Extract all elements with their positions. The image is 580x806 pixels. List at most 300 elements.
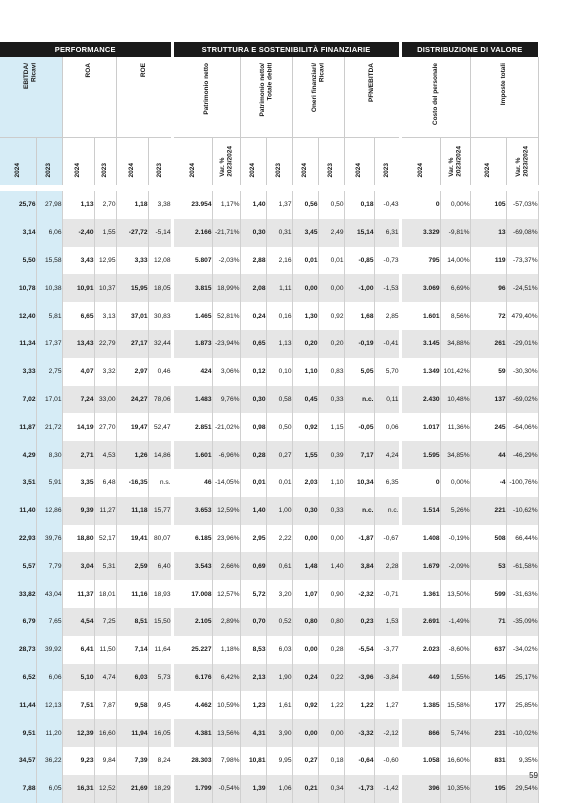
table-cell: 3,90 — [266, 719, 292, 747]
table-cell: 2,70 — [94, 191, 116, 219]
table-cell: 221 — [470, 497, 506, 525]
year-header-y2024: 2024 — [62, 137, 94, 185]
table-cell: -3,84 — [374, 664, 400, 692]
table-row — [0, 191, 538, 219]
table-cell: -0,73 — [374, 247, 400, 275]
table-cell: 5,91 — [36, 469, 62, 497]
table-cell: 46 — [172, 469, 212, 497]
table-cell: -2,09% — [440, 552, 470, 580]
table-cell: -5,14 — [148, 219, 172, 247]
table-cell: 2,88 — [240, 247, 266, 275]
table-cell: 23,96% — [212, 525, 240, 553]
table-cell: 5,10 — [62, 664, 94, 692]
table-cell: 18,29 — [148, 775, 172, 803]
table-cell: 1.361 — [400, 580, 440, 608]
table-cell: 6,79 — [0, 608, 36, 636]
table-cell: 0,24 — [240, 302, 266, 330]
table-cell: 8,56% — [440, 302, 470, 330]
table-cell: 0,10 — [266, 358, 292, 386]
table-cell: 3.329 — [400, 219, 440, 247]
table-cell: -21,02% — [212, 413, 240, 441]
table-cell: 25,85% — [506, 691, 538, 719]
table-cell: -69,02% — [506, 386, 538, 414]
table-cell: 0,98 — [240, 413, 266, 441]
table-cell: 15,77 — [148, 497, 172, 525]
table-cell: 5,70 — [374, 358, 400, 386]
table-cell: 5.807 — [172, 247, 212, 275]
table-cell: 2.691 — [400, 608, 440, 636]
table-cell: 1,13 — [266, 330, 292, 358]
table-cell: 1.595 — [400, 441, 440, 469]
table-cell: 7,39 — [116, 747, 148, 775]
metric-patrimonio-netto: Patrimonio netto — [172, 57, 240, 137]
table-cell: 7,51 — [62, 691, 94, 719]
table-row — [0, 358, 538, 386]
table-cell: 10,37 — [94, 274, 116, 302]
metric-pn-debiti: Patrimonio netto/ Totale debiti — [240, 57, 292, 137]
table-cell: 1,00 — [266, 497, 292, 525]
table-cell: 1,26 — [116, 441, 148, 469]
table-cell: 10,59% — [212, 691, 240, 719]
table-cell: 16,60% — [440, 747, 470, 775]
table-cell: 0,33 — [318, 497, 344, 525]
table-cell: 0,65 — [240, 330, 266, 358]
table-cell: 2,28 — [374, 552, 400, 580]
table-row — [0, 775, 538, 803]
table-cell: 4,31 — [240, 719, 266, 747]
table-cell: 0,22 — [318, 664, 344, 692]
table-cell: 0,46 — [148, 358, 172, 386]
table-cell: 10,38 — [36, 274, 62, 302]
table-cell: 22,93 — [0, 525, 36, 553]
table-cell: -24,51% — [506, 274, 538, 302]
table-cell: -2,12 — [374, 719, 400, 747]
table-cell: 8,30 — [36, 441, 62, 469]
table-cell: 6,65 — [62, 302, 94, 330]
table-cell: 28,73 — [0, 636, 36, 664]
table-row — [0, 302, 538, 330]
table-cell: 71 — [470, 608, 506, 636]
table-cell: 37,01 — [116, 302, 148, 330]
table-cell: 7,24 — [62, 386, 94, 414]
table-cell: 0,01 — [266, 469, 292, 497]
table-cell: 0,30 — [240, 386, 266, 414]
table-cell: 0,80 — [318, 608, 344, 636]
table-cell: -0,64 — [344, 747, 374, 775]
table-cell: 8,51 — [116, 608, 148, 636]
table-cell: 6,52 — [0, 664, 36, 692]
table-cell: 6,35 — [374, 469, 400, 497]
table-cell: 3,06% — [212, 358, 240, 386]
table-cell: 0,31 — [266, 219, 292, 247]
table-cell: 7,98% — [212, 747, 240, 775]
table-cell: 6,05 — [36, 775, 62, 803]
year-header-y2023: 2023 — [374, 137, 400, 185]
table-row — [0, 330, 538, 358]
table-cell: 11,94 — [116, 719, 148, 747]
table-cell: 4,29 — [0, 441, 36, 469]
table-cell: -8,60% — [440, 636, 470, 664]
table-cell: 18,01 — [94, 580, 116, 608]
table-cell: 3,51 — [0, 469, 36, 497]
table-cell: 7,88 — [0, 775, 36, 803]
table-row — [0, 747, 538, 775]
table-cell: 9,23 — [62, 747, 94, 775]
year-header-var: Var. % 2023/2024 — [440, 137, 470, 185]
table-cell: 396 — [400, 775, 440, 803]
table-cell: 52,81% — [212, 302, 240, 330]
metric-imposte-totali: Imposte totali — [470, 57, 538, 137]
table-cell: -9,81% — [440, 219, 470, 247]
table-cell: 1,15 — [318, 413, 344, 441]
table-cell: 4,07 — [62, 358, 94, 386]
table-cell: 0,83 — [318, 358, 344, 386]
table-cell: 16,31 — [62, 775, 94, 803]
table-cell: 8,24 — [148, 747, 172, 775]
year-header-var: Var. % 2023/2024 — [506, 137, 538, 185]
table-cell: 1,37 — [266, 191, 292, 219]
table-row — [0, 580, 538, 608]
table-cell: -0,19% — [440, 525, 470, 553]
page-number: 59 — [529, 771, 538, 780]
table-cell: 0,01 — [240, 469, 266, 497]
table-cell: 0,23 — [344, 608, 374, 636]
table-cell: 9,35% — [506, 747, 538, 775]
table-cell: 2.430 — [400, 386, 440, 414]
table-cell: 866 — [400, 719, 440, 747]
table-cell: 1.601 — [400, 302, 440, 330]
table-cell: 11,34 — [0, 330, 36, 358]
table-cell: 34,57 — [0, 747, 36, 775]
table-cell: 96 — [470, 274, 506, 302]
table-cell: 1,23 — [240, 691, 266, 719]
metric-costo-personale: Costo del personale — [400, 57, 470, 137]
table-cell: -1,00 — [344, 274, 374, 302]
table-cell: 2,89% — [212, 608, 240, 636]
table-cell: 1,40 — [240, 191, 266, 219]
table-cell: 72 — [470, 302, 506, 330]
table-cell: 15,58% — [440, 691, 470, 719]
table-cell: 10,91 — [62, 274, 94, 302]
table-cell: 10,81 — [240, 747, 266, 775]
table-cell: 4.462 — [172, 691, 212, 719]
table-cell: 5,72 — [240, 580, 266, 608]
table-cell: 0,28 — [240, 441, 266, 469]
table-cell: 3.069 — [400, 274, 440, 302]
table-cell: 4,54 — [62, 608, 94, 636]
table-cell: 14,86 — [148, 441, 172, 469]
table-cell: 12,95 — [94, 247, 116, 275]
table-cell: 7,79 — [36, 552, 62, 580]
table-cell: 0,20 — [292, 330, 318, 358]
table-cell: -23,94% — [212, 330, 240, 358]
year-header-y2024: 2024 — [172, 137, 212, 185]
table-cell: 39,76 — [36, 525, 62, 553]
table-cell: n.c. — [344, 386, 374, 414]
table-cell: 12,86 — [36, 497, 62, 525]
year-header-y2024: 2024 — [470, 137, 506, 185]
table-cell: 599 — [470, 580, 506, 608]
table-row — [0, 219, 538, 247]
metric-roe: ROE — [116, 57, 172, 137]
table-cell: 13,43 — [62, 330, 94, 358]
table-cell: 5,31 — [94, 552, 116, 580]
table-cell: 0,92 — [292, 413, 318, 441]
table-cell: 3.815 — [172, 274, 212, 302]
table-cell: 0,69 — [240, 552, 266, 580]
table-cell: 0,00 — [292, 636, 318, 664]
year-header-y2023: 2023 — [148, 137, 172, 185]
table-cell: 13,50% — [440, 580, 470, 608]
table-cell: 18,93 — [148, 580, 172, 608]
table-cell: 1,40 — [240, 497, 266, 525]
table-cell: -16,35 — [116, 469, 148, 497]
table-cell: 25,76 — [0, 191, 36, 219]
table-cell: -0,67 — [374, 525, 400, 553]
table-cell: 0,24 — [292, 664, 318, 692]
table-cell: 479,40% — [506, 302, 538, 330]
table-cell: 5,05 — [344, 358, 374, 386]
table-cell: 12,13 — [36, 691, 62, 719]
table-cell: 0,50 — [318, 191, 344, 219]
table-cell: 0,06 — [374, 413, 400, 441]
table-cell: -46,29% — [506, 441, 538, 469]
table-cell: 1.873 — [172, 330, 212, 358]
table-cell: 0,01 — [318, 247, 344, 275]
table-cell: 0,18 — [344, 191, 374, 219]
table-cell: 9,95 — [266, 747, 292, 775]
table-cell: 795 — [400, 247, 440, 275]
table-body — [0, 185, 538, 803]
metric-pfn-ebitda: PFN/EBITDA — [344, 57, 400, 137]
table-cell: 0,12 — [240, 358, 266, 386]
table-cell: 7,17 — [344, 441, 374, 469]
table-cell: 9,84 — [94, 747, 116, 775]
table-cell: 1,61 — [266, 691, 292, 719]
year-header-row — [0, 137, 538, 185]
table-cell: 1.465 — [172, 302, 212, 330]
table-cell: 27,70 — [94, 413, 116, 441]
table-cell: -0,71 — [374, 580, 400, 608]
table-cell: 261 — [470, 330, 506, 358]
table-cell: 10,34 — [344, 469, 374, 497]
table-cell: 0,56 — [292, 191, 318, 219]
table-cell: 34,88% — [440, 330, 470, 358]
table-cell: 1,55% — [440, 664, 470, 692]
year-header-y2023: 2023 — [266, 137, 292, 185]
table-cell: 5,73 — [148, 664, 172, 692]
table-cell: 1,10 — [292, 358, 318, 386]
table-cell: 25.227 — [172, 636, 212, 664]
year-header-y2024: 2024 — [240, 137, 266, 185]
table-cell: 11,18 — [116, 497, 148, 525]
table-cell: 3,35 — [62, 469, 94, 497]
table-cell: 3,33 — [0, 358, 36, 386]
table-cell: -2,32 — [344, 580, 374, 608]
financial-table — [0, 42, 539, 803]
table-cell: 0,90 — [318, 580, 344, 608]
table-cell: -1,42 — [374, 775, 400, 803]
table-cell: 1,13 — [62, 191, 94, 219]
table-cell: 10,78 — [0, 274, 36, 302]
table-cell: -4 — [470, 469, 506, 497]
table-cell: 16,60 — [94, 719, 116, 747]
table-cell: 1,68 — [344, 302, 374, 330]
table-cell: 831 — [470, 747, 506, 775]
table-cell: 10,48% — [440, 386, 470, 414]
table-cell: 6,31 — [374, 219, 400, 247]
table-cell: 78,06 — [148, 386, 172, 414]
table-cell: 3,04 — [62, 552, 94, 580]
table-cell: 80,07 — [148, 525, 172, 553]
table-cell: 34,85% — [440, 441, 470, 469]
table-cell: 5,74% — [440, 719, 470, 747]
table-cell: 27,17 — [116, 330, 148, 358]
table-cell: 66,44% — [506, 525, 538, 553]
table-cell: 424 — [172, 358, 212, 386]
table-cell: -29,01% — [506, 330, 538, 358]
table-cell: 1.349 — [400, 358, 440, 386]
table-cell: 1,27 — [374, 691, 400, 719]
table-cell: 8,53 — [240, 636, 266, 664]
table-cell: 101,42% — [440, 358, 470, 386]
table-cell: -5,54 — [344, 636, 374, 664]
table-cell: -21,71% — [212, 219, 240, 247]
table-cell: 0,50 — [266, 413, 292, 441]
table-cell: -1,87 — [344, 525, 374, 553]
table-row — [0, 247, 538, 275]
table-cell: 5,57 — [0, 552, 36, 580]
table-cell: 1.408 — [400, 525, 440, 553]
table-cell: 2,95 — [240, 525, 266, 553]
table-cell: 3,33 — [116, 247, 148, 275]
table-cell: 137 — [470, 386, 506, 414]
table-cell: 145 — [470, 664, 506, 692]
table-cell: n.c. — [374, 497, 400, 525]
metric-oneri-ricavi: Oneri finanziari/ Ricavi — [292, 57, 344, 137]
table-cell: 11,50 — [94, 636, 116, 664]
table-row — [0, 413, 538, 441]
table-cell: 1,90 — [266, 664, 292, 692]
table-cell: 0,80 — [292, 608, 318, 636]
table-cell: 3,38 — [148, 191, 172, 219]
table-row — [0, 441, 538, 469]
table-cell: 22,79 — [94, 330, 116, 358]
table-cell: 7,02 — [0, 386, 36, 414]
table-row — [0, 691, 538, 719]
table-cell: 0,00 — [292, 525, 318, 553]
table-cell: 2,16 — [266, 247, 292, 275]
table-cell: 0,27 — [292, 747, 318, 775]
table-cell: 0,00% — [440, 469, 470, 497]
table-cell: 5,81 — [36, 302, 62, 330]
table-cell: 1,06 — [266, 775, 292, 803]
year-header-y2024: 2024 — [292, 137, 318, 185]
table-cell: 11,40 — [0, 497, 36, 525]
table-cell: 0,70 — [240, 608, 266, 636]
table-cell: 3,32 — [94, 358, 116, 386]
table-cell: 9,51 — [0, 719, 36, 747]
table-cell: 14,00% — [440, 247, 470, 275]
table-cell: 6,03 — [266, 636, 292, 664]
table-cell: 2,85 — [374, 302, 400, 330]
table-cell: 18,99% — [212, 274, 240, 302]
table-cell: 177 — [470, 691, 506, 719]
table-cell: -2,03% — [212, 247, 240, 275]
table-cell: 27,98 — [36, 191, 62, 219]
table-row — [0, 497, 538, 525]
table-cell: 2.105 — [172, 608, 212, 636]
table-cell: 2,22 — [266, 525, 292, 553]
section-performance: PERFORMANCE — [0, 42, 172, 57]
table-cell: 3.653 — [172, 497, 212, 525]
table-cell: -3,96 — [344, 664, 374, 692]
table-cell: 11,27 — [94, 497, 116, 525]
table-cell: 0,00 — [318, 719, 344, 747]
section-struttura: STRUTTURA E SOSTENIBILITÀ FINANZIARIE — [172, 42, 400, 57]
table-cell: 3,20 — [266, 580, 292, 608]
table-cell: 1,10 — [318, 469, 344, 497]
table-cell: 59 — [470, 358, 506, 386]
section-distribuzione: DISTRIBUZIONE DI VALORE — [400, 42, 538, 57]
table-cell: 9,76% — [212, 386, 240, 414]
table-cell: 0,11 — [374, 386, 400, 414]
table-cell: 33,00 — [94, 386, 116, 414]
table-cell: 18,05 — [148, 274, 172, 302]
table-cell: 0,21 — [292, 775, 318, 803]
table-cell: 15,95 — [116, 274, 148, 302]
table-cell: 11,20 — [36, 719, 62, 747]
table-cell: 2,13 — [240, 664, 266, 692]
table-cell: 0 — [400, 191, 440, 219]
table-cell: 11,36% — [440, 413, 470, 441]
table-cell: 6,69% — [440, 274, 470, 302]
table-cell: -6,96% — [212, 441, 240, 469]
table-cell: 449 — [400, 664, 440, 692]
table-cell: 2,66% — [212, 552, 240, 580]
table-cell: 2,08 — [240, 274, 266, 302]
table-cell: -35,09% — [506, 608, 538, 636]
table-cell: -3,32 — [344, 719, 374, 747]
table-cell: 2,49 — [318, 219, 344, 247]
table-cell: 1.601 — [172, 441, 212, 469]
table-cell: 53 — [470, 552, 506, 580]
table-cell: -0,05 — [344, 413, 374, 441]
table-cell: 11,16 — [116, 580, 148, 608]
table-cell: 2.166 — [172, 219, 212, 247]
table-cell: 1,22 — [344, 691, 374, 719]
table-row — [0, 525, 538, 553]
table-cell: -10,02% — [506, 719, 538, 747]
table-row — [0, 664, 538, 692]
table-cell: 2.023 — [400, 636, 440, 664]
table-cell: 32,44 — [148, 330, 172, 358]
table-cell: 17,37 — [36, 330, 62, 358]
table-cell: 15,58 — [36, 247, 62, 275]
year-header-y2023: 2023 — [94, 137, 116, 185]
table-cell: 3.543 — [172, 552, 212, 580]
table-cell: 3,13 — [94, 302, 116, 330]
table-cell: 0,00 — [318, 525, 344, 553]
table-cell: 12,52 — [94, 775, 116, 803]
table-cell: 245 — [470, 413, 506, 441]
table-cell: 21,69 — [116, 775, 148, 803]
table-row — [0, 552, 538, 580]
table-cell: 11,44 — [0, 691, 36, 719]
table-cell: -64,06% — [506, 413, 538, 441]
table-cell: 6,42% — [212, 664, 240, 692]
table-cell: 1,40 — [318, 552, 344, 580]
